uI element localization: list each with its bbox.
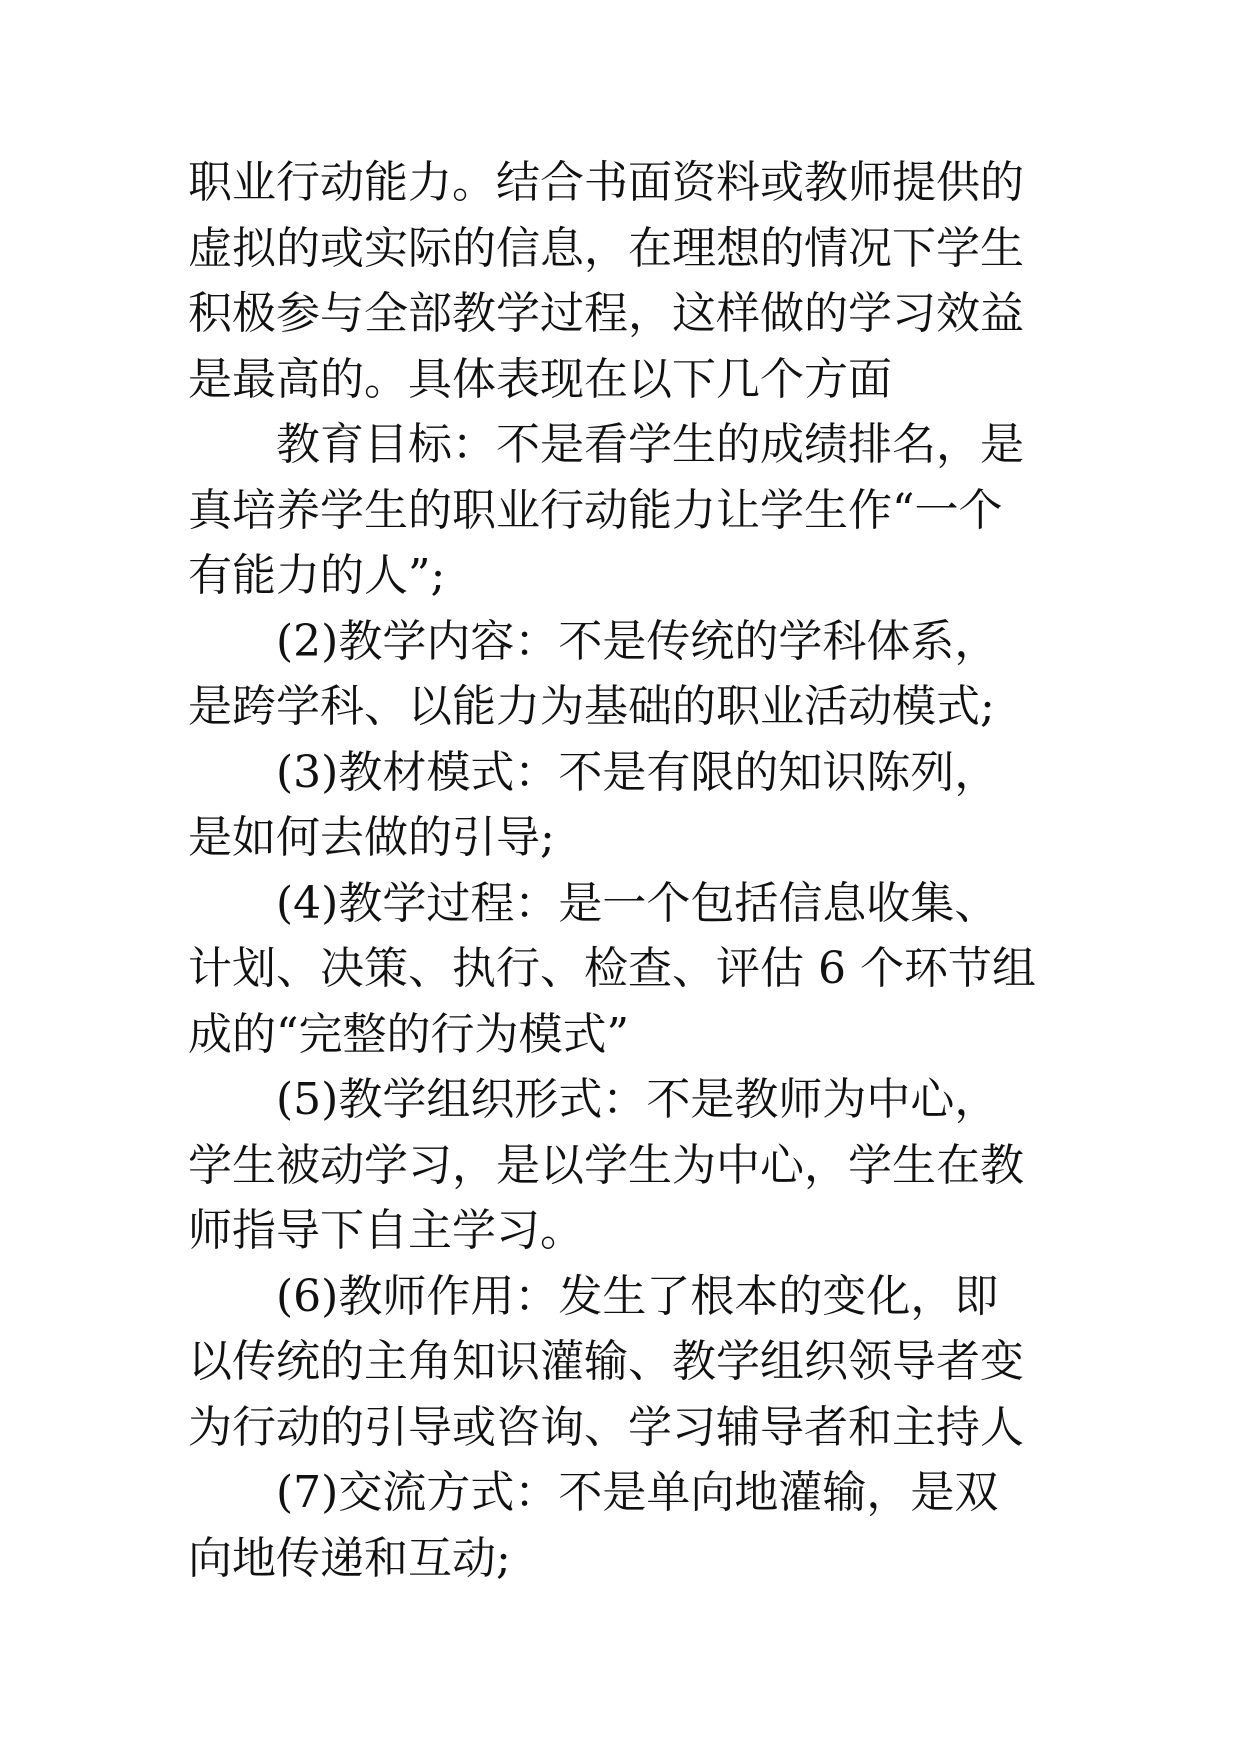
body-text [188,150,1068,1591]
text-line-11: 是如何去做的引导; [188,812,555,863]
text-line-19: 以传统的主角知识灌输、教学组织领导者变 [188,1336,1024,1387]
text-line-7: 有能力的人”; [188,550,446,601]
text-line-4: 是最高的。具体表现在以下几个方面 [188,353,892,405]
text-line-22: 向地传递和互动; [188,1532,511,1584]
text-line-3: 积极参与全部教学过程，这样做的学习效益 [188,288,1024,339]
text-line-6: 真培养学生的职业行动能力让学生作“一个 [188,484,1003,536]
paragraph-teacher-role: (6)教师作用：发生了根本的变化，即 [276,1270,999,1322]
text-line-20: 为行动的引导或咨询、学习辅导者和主持人 [188,1401,1024,1453]
paragraph-textbook-mode: (3)教材模式：不是有限的知识陈列， [276,746,999,798]
text-line-13: 计划、决策、执行、检查、评估 6 个环节组 [188,943,1036,994]
paragraph-communication-mode: (7)交流方式：不是单向地灌输，是双 [276,1467,999,1518]
text-line-14: 成的“完整的行为模式” [188,1008,629,1060]
paragraph-teaching-content: (2)教学内容：不是传统的学科体系， [276,615,999,667]
paragraph-organization-form: (5)教学组织形式：不是教师为中心， [276,1074,999,1125]
text-line-17: 师指导下自主学习。 [188,1205,584,1256]
text-line-16: 学生被动学习，是以学生为中心，学生在教 [188,1139,1024,1191]
paragraph-teaching-process: (4)教学过程：是一个包括信息收集、 [276,877,999,929]
text-line-2: 虚拟的或实际的信息，在理想的情况下学生 [188,222,1024,274]
text-line-1: 职业行动能力。结合书面资料或教师提供的 [188,157,1024,208]
text-line-9: 是跨学科、以能力为基础的职业活动模式; [188,681,995,732]
paragraph-education-goal: 教育目标：不是看学生的成绩排名，是 [276,419,1024,470]
